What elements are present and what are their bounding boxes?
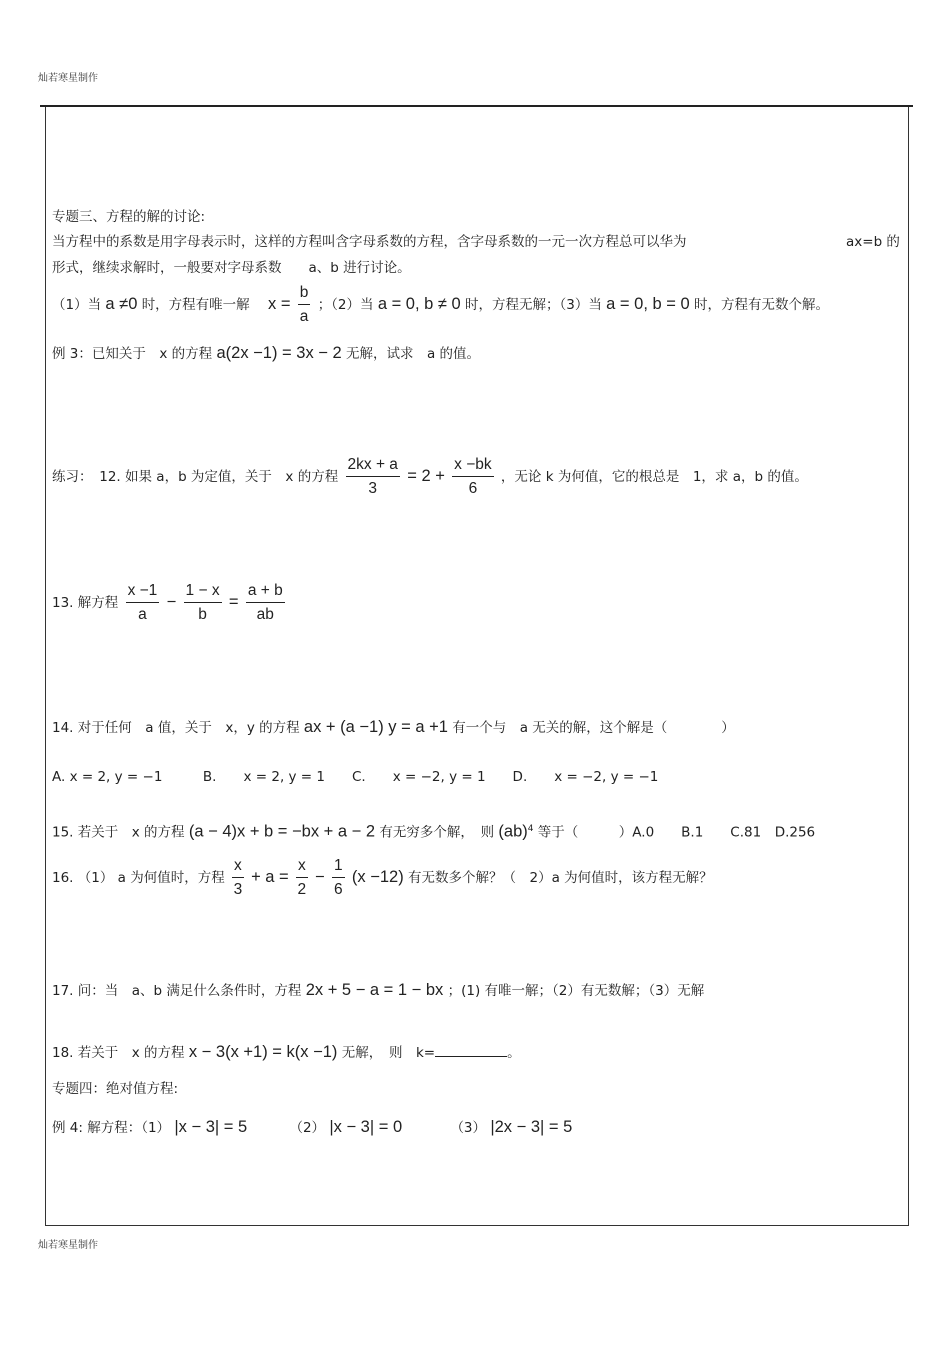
- fraction-numerator: 1 − x: [184, 582, 222, 603]
- p16-fraction-1: [232, 857, 244, 899]
- p12-mid: = 2 +: [407, 467, 445, 485]
- fraction-numerator: x: [232, 857, 244, 878]
- case2-label: ；（2）当: [317, 297, 374, 313]
- example4-label2: （2）: [289, 1120, 326, 1136]
- fraction-denominator: 6: [333, 881, 343, 898]
- fraction-numerator: a + b: [246, 582, 285, 603]
- example3: [52, 344, 480, 363]
- page-footer: 灿若寒星制作: [38, 1240, 98, 1251]
- example4-eq1: |x − 3| = 5: [174, 1118, 248, 1136]
- p15-prefix: 15. 若关于 x 的方程: [52, 824, 185, 841]
- p15-equation: (a − 4)x + b = −bx + a − 2: [188, 822, 376, 841]
- p18-suffix: 。: [507, 1045, 521, 1061]
- p13-prefix: 13. 解方程: [52, 595, 119, 611]
- topic4-title: 专题四：绝对值方程:: [52, 1081, 179, 1097]
- p15-suffix: 等于（ ）A.0 B.1 C.81 D.256: [537, 824, 816, 841]
- case1-condition: a ≠0: [105, 295, 138, 313]
- answer-blank[interactable]: [435, 1044, 507, 1057]
- problem-18: [52, 1043, 521, 1062]
- topic3-intro-line2: 形式，继续求解时，一般要对字母系数 a、b 进行讨论。: [52, 260, 411, 276]
- fraction-numerator: 1: [332, 857, 345, 878]
- example4-eq2: |x − 3| = 0: [329, 1118, 403, 1136]
- topic3-cases: [52, 284, 829, 326]
- problem-14: [52, 718, 735, 737]
- p12-suffix: ，无论 k 为何值，它的根总是 1，求 a，b 的值。: [500, 469, 808, 485]
- topic3-intro-eq: ax=b 的: [846, 234, 900, 250]
- fraction-denominator: 2: [297, 881, 307, 898]
- p13-fraction-3: [246, 582, 285, 624]
- p12-fraction-1: [346, 456, 400, 498]
- fraction-numerator: b: [298, 284, 311, 305]
- p14-prefix: 14. 对于任何 a 值，关于 x，y 的方程: [52, 720, 300, 736]
- fraction-numerator: 2kx + a: [346, 456, 400, 477]
- p15-exponent: 4: [527, 824, 534, 834]
- p13-minus: −: [166, 593, 177, 611]
- p16-mid: + a =: [251, 868, 289, 886]
- example3-equation: a(2x −1) = 3x − 2: [216, 344, 342, 362]
- p16-suffix: 有无数多个解？（ 2）a 为何值时，该方程无解？: [408, 870, 713, 886]
- fraction-denominator: a: [299, 308, 309, 325]
- topic3-title: 专题三、方程的解的讨论:: [52, 209, 206, 225]
- fraction-numerator: x −bk: [452, 456, 493, 477]
- p18-mid: 无解， 则 k=: [341, 1045, 436, 1061]
- p16-prefix: 16. （1） a 为何值时，方程: [52, 870, 225, 886]
- fraction-denominator: ab: [256, 606, 274, 623]
- fraction-numerator: x −1: [126, 582, 160, 603]
- p12-fraction-2: [452, 456, 493, 498]
- case2-text: 时，方程无解；（3）当: [465, 297, 602, 313]
- case3-condition: a = 0, b = 0: [606, 295, 690, 313]
- fraction-denominator: b: [198, 606, 207, 623]
- p13-fraction-1: [126, 582, 160, 624]
- page-header: 灿若寒星制作: [38, 73, 98, 84]
- intro-text: 当方程中的系数是用字母表示时，这样的方程叫含字母系数的方程，含字母系数的一元一次方程总可以华为: [52, 234, 687, 250]
- example4-label3: （3）: [450, 1120, 487, 1136]
- problem-16: [52, 857, 713, 899]
- case1-label: （1）当: [52, 297, 102, 313]
- p13-equals: =: [228, 593, 239, 611]
- p13-fraction-2: [184, 582, 222, 624]
- p18-equation: x − 3(x +1) = k(x −1): [188, 1043, 338, 1061]
- fraction-numerator: x: [296, 857, 308, 878]
- p16-tail: (x −12): [351, 868, 404, 886]
- problem-15: [52, 820, 815, 842]
- p16-fraction-2: [296, 857, 308, 899]
- p16-fraction-3: [332, 857, 345, 899]
- example4: [52, 1118, 572, 1137]
- case1-fraction: [298, 284, 311, 326]
- problem-12: [52, 456, 808, 498]
- p17-suffix: ；(1) 有唯一解；（2）有无数解；（3）无解: [447, 983, 705, 999]
- p12-prefix: 练习： 12. 如果 a，b 为定值，关于 x 的方程: [52, 469, 339, 485]
- example3-suffix: 无解，试求 a 的值。: [345, 346, 481, 362]
- case1-lhs: x =: [267, 295, 291, 313]
- fraction-denominator: a: [138, 606, 147, 623]
- case1-text: 时，方程有唯一解: [141, 297, 250, 313]
- example4-prefix: 例 4: 解方程：（1）: [52, 1120, 171, 1136]
- p14-suffix: 有一个与 a 无关的解，这个解是（ ）: [452, 720, 735, 736]
- topic3-intro-line1: [52, 233, 687, 251]
- case2-condition: a = 0, b ≠ 0: [377, 295, 461, 313]
- p17-equation: 2x + 5 − a = 1 − bx: [305, 981, 444, 999]
- p15-mid: 有无穷多个解， 则: [379, 824, 495, 841]
- fraction-denominator: 3: [233, 881, 243, 898]
- p16-minus: −: [315, 868, 325, 886]
- case3-text: 时，方程有无数个解。: [693, 297, 829, 313]
- p18-prefix: 18. 若关于 x 的方程: [52, 1045, 185, 1061]
- fraction-denominator: 6: [468, 480, 478, 497]
- example4-eq3: |2x − 3| = 5: [490, 1118, 573, 1136]
- example3-prefix: 例 3：已知关于 x 的方程: [52, 346, 213, 362]
- problem-13: [52, 582, 288, 624]
- p15-expression: (ab): [498, 822, 528, 841]
- problem-14-options: A. x = 2, y = −1 B. x = 2, y = 1 C. x = −2, y = 1 D. x = −2, y = −1: [52, 769, 659, 785]
- p17-prefix: 17. 问：当 a、b 满足什么条件时，方程: [52, 983, 302, 999]
- p14-equation: ax + (a −1) y = a +1: [303, 718, 448, 736]
- fraction-denominator: 3: [368, 480, 378, 497]
- problem-17: [52, 981, 704, 1000]
